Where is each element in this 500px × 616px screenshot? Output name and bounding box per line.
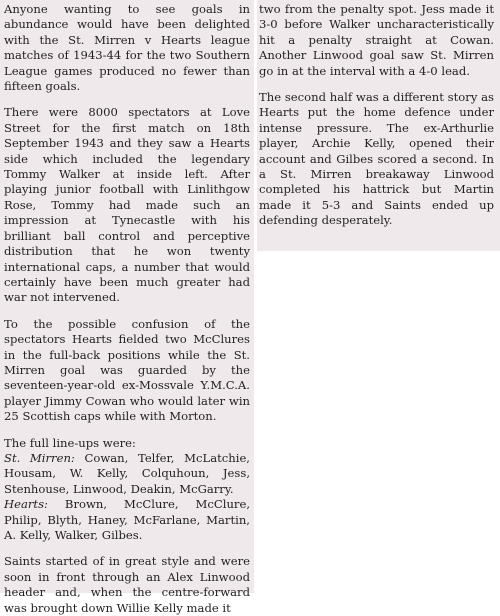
paragraph-saints-start: Saints started of in great style and were soon in front through an Alex Linwood header and, when the centre-forward was brought down Willie Kelly made it [4,554,250,615]
paragraph-second-half: The second half was a different story as Hearts put the home defence under intense pressure. The ex-Arthurlie player, Archie Kelly, opened their account and Gilbes scored a second. In a St. Mirren breakaway Linwood completed his hattrick but Martin made it 5-3 and Saints ended up defending desperately. [259,90,494,228]
players-hearts: Brown, McClure, McClure, Philip, Blyth, Haney, McFarlane, Martin, A. Kelly, Walker, Gilbes. [4,497,250,542]
lineup-hearts [4,497,250,543]
lineups-block [4,436,250,544]
lineups-intro: The full line-ups were: [4,435,136,450]
paragraph-intro: Anyone wanting to see goals in abundance would have been delighted with the St. Mirren v Hearts league matches of 1943-44 for the two Southern League games produced no fewer than fifteen goals. [4,2,250,94]
paragraph-penalty: two from the penalty spot. Jess made it 3-0 before Walker uncharacteristically hit a penalty straight at Cowan. Another Linwood goal saw St. Mirren go in at the interval with a 4-0 lead. [259,2,494,78]
paragraph-first-match: There were 8000 spectators at Love Street for the first match on 18th September 1943 and they saw a Hearts side which included the legendary Tommy Walker at inside left. After playing junior football with Linlithgow Rose, Tommy had made such an impression at Tynecastle with his brilliant ball control and perceptive distribution that he won twenty international caps, a number that would certainly have been much greater had war not intervened. [4,105,250,305]
paragraph-mcclures: To the possible confusion of the spectators Hearts fielded two McClures in the full-back positions while the St. Mirren goal was guarded by the seventeen-year-old ex-Mossvale Y.M.C.A. player Jimmy Cowan who would later win 25 Scottish caps while with Morton. [4,316,250,424]
lineup-st-mirren [4,451,250,497]
article-column-right [257,0,500,251]
team-label-st-mirren: St. Mirren: [4,450,75,465]
players-st-mirren: Cowan, Telfer, McLatchie, Housam, W. Kelly, Colquhoun, Jess, Stenhouse, Linwood, Deakin, McGarry. [4,450,250,496]
team-label-hearts: Hearts: [4,497,48,512]
